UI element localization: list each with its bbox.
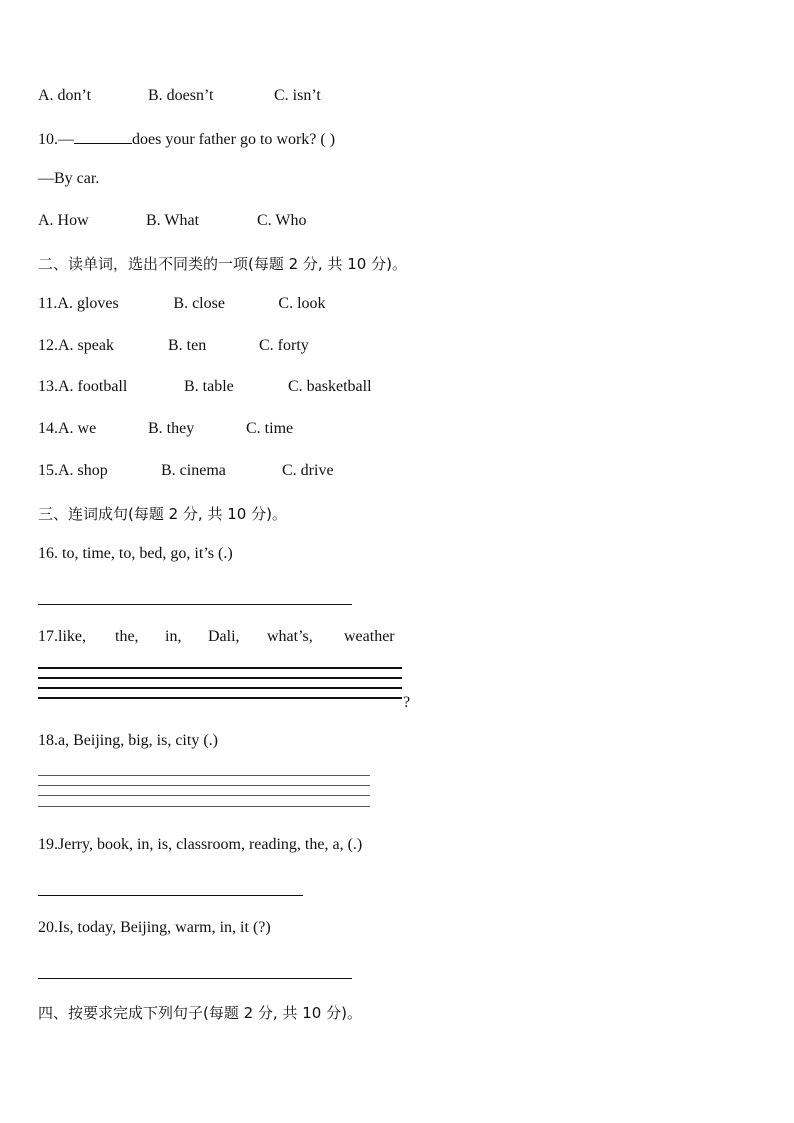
q10-text: does your father go to work? ( ) — [132, 131, 336, 148]
q12 — [38, 337, 309, 355]
q17-word-4: Dali, — [208, 628, 240, 645]
q13-number: 13. — [38, 378, 58, 395]
q17-answer-line-4 — [38, 697, 402, 699]
q9-option-a: A. don’t — [38, 87, 92, 104]
q20-answer-line — [38, 978, 352, 979]
q10-option-b: B. What — [146, 212, 200, 229]
q10-number: 10.— — [38, 131, 74, 148]
q9-option-c: C. isn’t — [274, 87, 321, 104]
q10-option-a: A. How — [38, 212, 89, 229]
q9-options — [38, 87, 321, 105]
q17-word-1: 17.like, — [38, 628, 86, 645]
q15-option-a: A. shop — [58, 462, 108, 479]
q11 — [38, 295, 326, 313]
q17-word-6: weather — [344, 628, 395, 645]
q15-number: 15. — [38, 462, 58, 479]
q17-answer-line-3 — [38, 687, 402, 689]
q11-option-a: A. gloves — [57, 295, 119, 312]
q14 — [38, 420, 293, 438]
q17-answer-line-2 — [38, 677, 402, 679]
q13 — [38, 378, 372, 396]
q15 — [38, 462, 334, 480]
q17-word-5: what’s, — [267, 628, 313, 645]
q13-option-c: C. basketball — [288, 378, 372, 395]
q17-question-mark: ? — [403, 694, 411, 711]
q9-option-b: B. doesn’t — [148, 87, 214, 104]
q14-option-b: B. they — [148, 420, 195, 437]
q14-option-c: C. time — [246, 420, 294, 437]
q18-answer-line-3 — [38, 795, 370, 796]
q10-answer: —By car. — [38, 170, 100, 187]
q17-word-2: the, — [115, 628, 139, 645]
q17-word-3: in, — [165, 628, 182, 645]
q11-option-c: C. look — [278, 295, 326, 312]
section3-heading: 三、连词成句(每题 2 分, 共 10 分)。 — [38, 505, 287, 523]
q12-number: 12. — [38, 337, 58, 354]
q16-answer-line — [38, 604, 352, 605]
q13-option-a: A. football — [58, 378, 128, 395]
q14-option-a: A. we — [58, 420, 97, 437]
q12-option-c: C. forty — [259, 337, 309, 354]
q12-option-a: A. speak — [58, 337, 114, 354]
q15-option-c: C. drive — [282, 462, 334, 479]
q17 — [38, 628, 395, 646]
q18: 18.a, Beijing, big, is, city (.) — [38, 732, 218, 749]
q18-answer-line-2 — [38, 785, 370, 786]
q11-number: 11. — [38, 295, 58, 312]
q15-option-b: B. cinema — [161, 462, 226, 479]
q20: 20.Is, today, Beijing, warm, in, it (?) — [38, 919, 271, 936]
q10-options — [38, 212, 306, 230]
q18-answer-line-1 — [38, 775, 370, 776]
q13-option-b: B. table — [184, 378, 234, 395]
q10-option-c: C. Who — [257, 212, 307, 229]
section2-heading: 二、读单词，选出不同类的一项(每题 2 分, 共 10 分)。 — [38, 255, 407, 273]
section4-heading: 四、按要求完成下列句子(每题 2 分, 共 10 分)。 — [38, 1004, 362, 1022]
q18-answer-line-4 — [38, 806, 370, 807]
q16: 16. to, time, to, bed, go, it’s (.) — [38, 545, 233, 562]
q14-number: 14. — [38, 420, 58, 437]
q10-blank — [74, 129, 132, 144]
q12-option-b: B. ten — [168, 337, 207, 354]
q19-answer-line — [38, 895, 303, 896]
q19: 19.Jerry, book, in, is, classroom, reading, the, a, (.) — [38, 836, 363, 853]
q11-option-b: B. close — [173, 295, 225, 312]
q17-answer-line-1 — [38, 667, 402, 669]
q10-question — [38, 129, 335, 149]
